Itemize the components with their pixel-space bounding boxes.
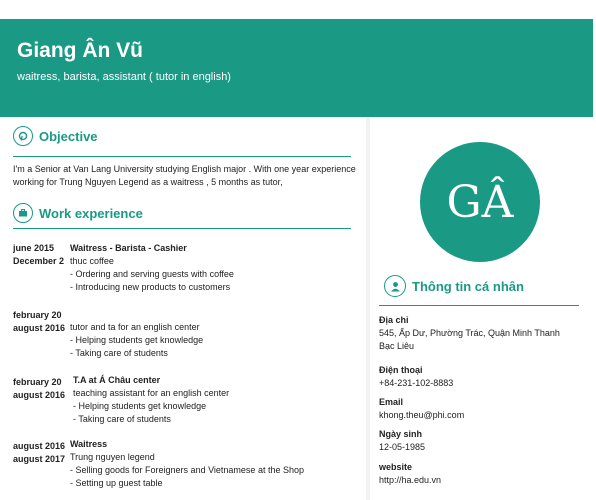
job-line: - Taking care of students xyxy=(73,414,171,424)
address-block xyxy=(379,314,589,353)
phone-label: Điện thoại xyxy=(379,365,423,375)
website-link[interactable]: http://ha.edu.vn xyxy=(379,475,442,485)
job-date-start: june 2015 xyxy=(13,243,55,253)
birthday-value: 12-05-1985 xyxy=(379,442,426,452)
personal-divider xyxy=(379,305,579,306)
user-icon xyxy=(384,275,406,297)
phone-value: +84-231-102-8883 xyxy=(379,378,454,388)
briefcase-icon xyxy=(13,203,33,223)
job-date-end: august 2016 xyxy=(13,323,66,333)
job-date-start: february 20 xyxy=(13,310,62,320)
job-dates xyxy=(13,440,66,466)
personal-title: Thông tin cá nhân xyxy=(412,278,524,294)
work-title: Work experience xyxy=(39,205,143,221)
job-date-start: february 20 xyxy=(13,377,62,387)
job-title: Waitress - Barista - Cashier xyxy=(70,243,187,253)
personal-heading xyxy=(384,275,524,297)
job-line: - Taking care of students xyxy=(70,348,168,358)
pinterest-icon xyxy=(13,126,33,146)
job-line: - Helping students get knowledge xyxy=(70,335,204,345)
job-line: thuc coffee xyxy=(70,256,114,266)
job-date-end: august 2017 xyxy=(13,454,66,464)
email-value: khong.theu@phi.com xyxy=(379,410,465,420)
email-label: Email xyxy=(379,397,404,407)
website-label: website xyxy=(379,462,413,472)
avatar: GÂ xyxy=(420,142,540,262)
email-block xyxy=(379,396,589,422)
address-value: Bạc Liêu xyxy=(379,341,415,351)
work-divider xyxy=(13,228,351,229)
job-body xyxy=(70,438,360,490)
objective-heading xyxy=(13,126,98,146)
objective-text: I'm a Senior at Van Lang University studying English major . With one year experience working for Trung Nguyen Legend as a waitress , 5 months as tutor, xyxy=(13,164,356,187)
phone-block xyxy=(379,364,589,390)
job-line: - Selling goods for Foreigners and Vietnamese at the Shop xyxy=(70,465,304,475)
job-line: - Helping students get knowledge xyxy=(73,401,207,411)
job-line: tutor and ta for an english center xyxy=(70,322,200,332)
job-dates xyxy=(13,242,66,268)
job-title: Waitress xyxy=(70,439,108,449)
job-date-end: august 2016 xyxy=(13,390,66,400)
address-value: 545, Ấp Dư, Phường Trác, Quận Minh Thanh xyxy=(379,328,560,338)
job-title: T.A at Á Châu center xyxy=(73,375,161,385)
job-dates xyxy=(13,376,66,402)
candidate-tagline: waitress, barista, assistant ( tutor in english) xyxy=(17,71,231,83)
job-line: teaching assistant for an english center xyxy=(73,388,230,398)
birthday-block xyxy=(379,428,589,454)
job-body xyxy=(70,242,360,294)
job-line: - Ordering and serving guests with coffee xyxy=(70,269,234,279)
job-body xyxy=(70,321,360,360)
job-line: - Setting up guest table xyxy=(70,478,163,488)
address-label: Địa chỉ xyxy=(379,315,409,325)
job-line: - Introducing new products to customers xyxy=(70,282,231,292)
job-date-start: august 2016 xyxy=(13,441,66,451)
job-dates xyxy=(13,309,66,335)
job-body xyxy=(73,374,363,426)
work-heading xyxy=(13,203,143,223)
job-line: Trung nguyen legend xyxy=(70,452,155,462)
candidate-name: Giang Ân Vũ xyxy=(17,39,143,62)
resume-header xyxy=(0,19,593,117)
job-date-end: December 2 xyxy=(13,256,65,266)
website-block xyxy=(379,461,589,487)
birthday-label: Ngày sinh xyxy=(379,429,423,439)
objective-divider xyxy=(13,156,351,157)
objective-title: Objective xyxy=(39,128,98,144)
